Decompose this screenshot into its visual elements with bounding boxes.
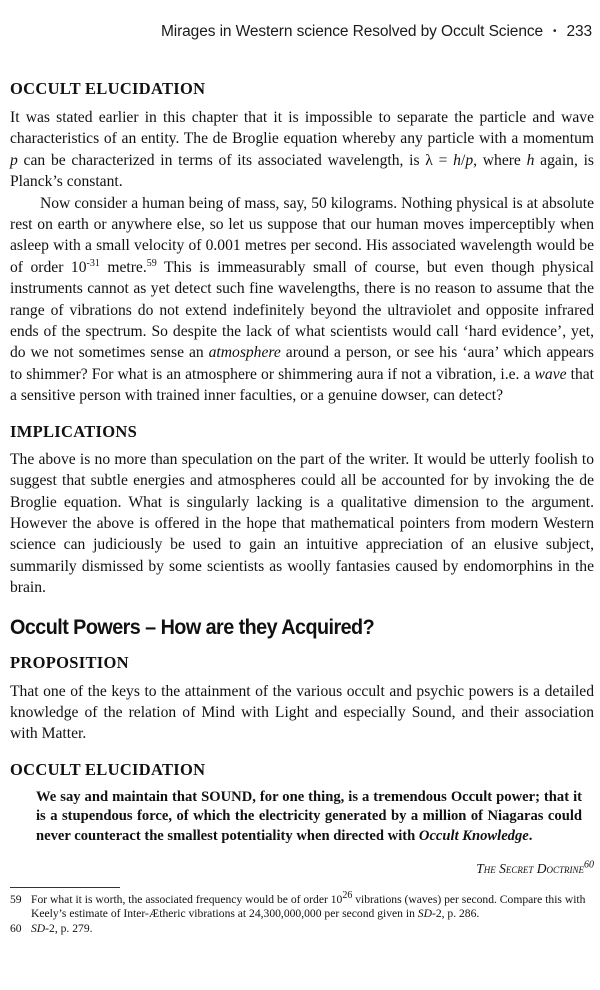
- quote-attribution: [10, 861, 594, 877]
- section-heading-occult-elucidation: OCCULT ELUCIDATION: [10, 79, 206, 98]
- text-run: again, is Planck’s constant.: [10, 151, 594, 191]
- running-head-bullet: •: [553, 26, 557, 37]
- text-run: -2, p. 279.: [45, 921, 93, 935]
- text-run: around a person, or see his ‘aura’ which appears to shimmer? For what is an atmosphere or shimmering aura if not a vibration, i.e. a: [10, 344, 594, 383]
- footnote-text: [31, 890, 594, 921]
- footnotes: [10, 890, 594, 936]
- block-quote: [36, 788, 582, 847]
- text-run: /: [460, 151, 466, 169]
- quote-text-italic: Occult Knowledge: [418, 827, 529, 844]
- footnote-ref-59: 59: [146, 257, 157, 269]
- paragraph-implications: The above is no more than speculation on the part of the writer. It would be utterly foolish to suggest that subtle energies and atmospheres could all be accounted for by invoking the de Broglie equation. What is singularly lacking is a qualitative dimension to the argument. However the above is offered in the hope that mathematical pointers from modern Western science can judiciously be used to gain an intuitive appreciation of an elusive subject, summarily dismissed by some scientists as woolly fantasies caused by endomorphins in the brain.: [10, 450, 594, 597]
- chapter-heading-wrapper: [10, 615, 594, 640]
- exponent: -31: [86, 257, 100, 269]
- text-run: , where: [473, 151, 527, 169]
- attribution-title: The Secret Doctrine: [476, 861, 584, 877]
- text-run: vibrations (waves) per second. Compare this with Keely’s estimate of Inter-Ætheric vibrations at 24,300,000,000 per second given in: [31, 893, 586, 921]
- text-run-italic: SD: [417, 907, 432, 921]
- text-run: that a sensitive person with trained inner faculties, or a genuine dowser, can detect?: [10, 365, 594, 405]
- text-run-italic: p: [465, 151, 474, 169]
- section-heading-implications: IMPLICATIONS: [10, 421, 138, 441]
- text-run: metre.: [99, 258, 147, 276]
- footnote-60: [10, 922, 594, 936]
- footnote-number: 60: [10, 921, 22, 935]
- text-run-italic: atmosphere: [208, 344, 281, 362]
- text-run: It was stated earlier in this chapter that it is impossible to separate the particle and wave characteristics of an entity. The de Broglie equation whereby any particle with a momentum: [10, 109, 594, 148]
- text-run-italic: wave: [534, 365, 567, 383]
- paragraph-proposition: That one of the keys to the attainment of the various occult and psychic powers is a detailed knowledge of the relation of Mind with Light and especially Sound, and their association with Matter.: [10, 682, 594, 743]
- text-run: Now consider a human being of mass, say, 50 kilograms. Nothing physical is at absolute rest on earth or anywhere else, so let us suppose that our human moves imperceptibly when asleep with a small velocity of 0.001 metres per second. His associated wavelength would be of order 10: [10, 194, 594, 276]
- quote-text: .: [528, 827, 533, 844]
- footnote-text: [31, 922, 93, 936]
- text-run: For what it is worth, the associated frequency would be of order 10: [31, 893, 343, 907]
- paragraph-human-wavelength: [10, 193, 594, 407]
- text-run: can be characterized in terms of its associated wavelength, is λ =: [17, 151, 454, 169]
- footnote-ref-60: 60: [584, 859, 594, 871]
- page-body: [10, 78, 594, 936]
- page-number: 233: [566, 23, 592, 40]
- text-run-italic: SD: [31, 921, 46, 935]
- text-run-italic: h: [526, 151, 535, 169]
- exponent: 26: [342, 890, 353, 902]
- chapter-heading: Occult Powers – How are they Acquired?: [10, 614, 375, 639]
- quote-text: We say and maintain that SOUND, for one thing, is a tremendous Occult power; that it is a stupendous force, of which the electricity generated by a million of Niagaras could never counteract the smallest potentiality when directed with: [36, 788, 582, 844]
- section-heading-proposition: PROPOSITION: [10, 652, 129, 672]
- text-run: -2, p. 286.: [431, 907, 480, 921]
- footnote-number: 59: [10, 893, 22, 907]
- footnote-rule: [10, 887, 120, 888]
- text-run-italic: p: [10, 151, 18, 169]
- paragraph-de-broglie: [10, 107, 594, 193]
- text-run-italic: h: [453, 151, 461, 169]
- running-head-title: Mirages in Western science Resolved by Occult Science: [160, 23, 544, 40]
- footnote-59: [10, 890, 594, 921]
- text-run: This is immeasurably small of course, but even though physical instruments cannot as yet detect such fine wavelengths, there is no reason to assume that the range of vibrations do not extend indefinitely beyond the ultraviolet and opposite infrared ends of the spectrum. So despite the lack of what scientists would call ‘hard evidence’, yet, do we not sometimes sense an: [10, 258, 595, 362]
- section-heading-occult-elucidation-2: OCCULT ELUCIDATION: [10, 759, 206, 779]
- running-head: [161, 23, 592, 41]
